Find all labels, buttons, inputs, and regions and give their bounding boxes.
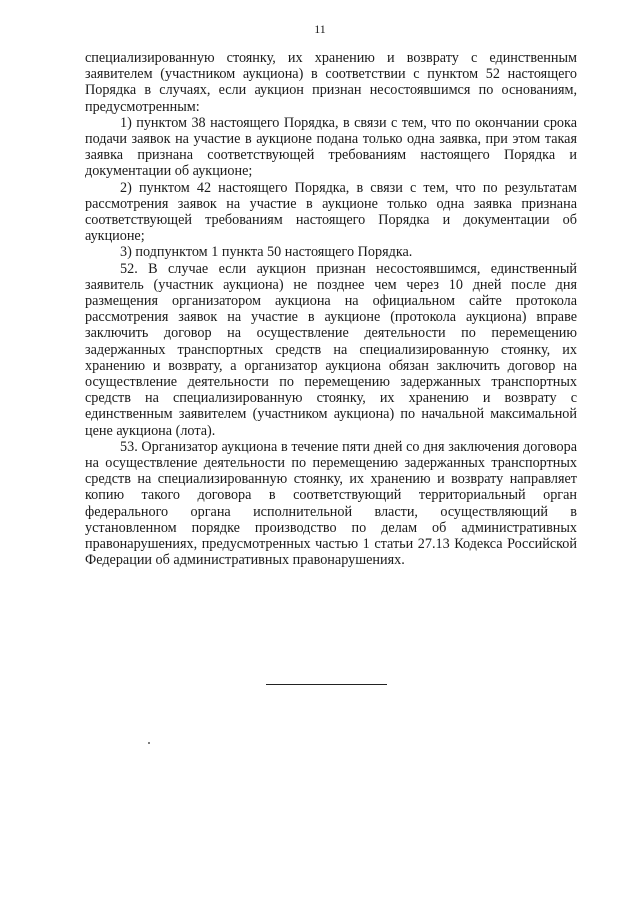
list-item-1: 1) пунктом 38 настоящего Порядка, в связи с тем, что по окончании срока подачи заявок на участие в аукционе подана только одна заявка, при этом такая заявка признана соответствующей требованиям настоящего Порядка и документации об аукционе; [85,114,577,180]
page-number: 11 [314,22,326,36]
list-item-2: 2) пунктом 42 настоящего Порядка, в связи с тем, что по результатам рассмотрения заявок на участие в аукционе только одна заявка признана соответствующей требованиям настоящего Порядка и документации об аукционе; [85,179,577,245]
list-item-3: 3) подпунктом 1 пункта 50 настоящего Порядка. [120,244,413,261]
end-separator-line [266,684,387,685]
section-52: 52. В случае если аукцион признан несостоявшимся, единственный заявитель (участник аукциона) не позднее чем через 10 дней после дня размещения организатором аукциона на официальном сайте протокола рассмотрения заявок на участие в аукционе (протокола аукциона) вправе заключить договор на осуществление деятельности по перемещению задержанных транспортных средств на специализированную стоянку, их хранению и возврату, а организатор аукциона обязан заключить договор на осуществление деятельности по перемещению задержанных транспортных средств на специализированную стоянку, их хранению и возврату с единственным заявителем (участником аукциона) по начальной максимальной цене аукциона (лота). [85,260,577,439]
section-53: 53. Организатор аукциона в течение пяти дней со дня заключения договора на осуществление деятельности по перемещению задержанных транспортных средств на специализированную стоянку, их хранению и возврату направляет копию такого договора в соответствующий территориальный орган федерального органа исполнительной власти, осуществляющий в установленном порядке производство по делам об административных правонарушениях, предусмотренных частью 1 статьи 27.13 Кодекса Российской Федерации об административных правонарушениях. [85,438,577,569]
document-body [85,50,577,569]
stray-mark [148,742,150,744]
paragraph-continuation: специализированную стоянку, их хранению и возврату с единственным заявителем (участником аукциона) в соответствии с пунктом 52 настоящего Порядка в случаях, если аукцион признан несостоявшимся по основаниям, предусмотренным: [85,50,577,115]
